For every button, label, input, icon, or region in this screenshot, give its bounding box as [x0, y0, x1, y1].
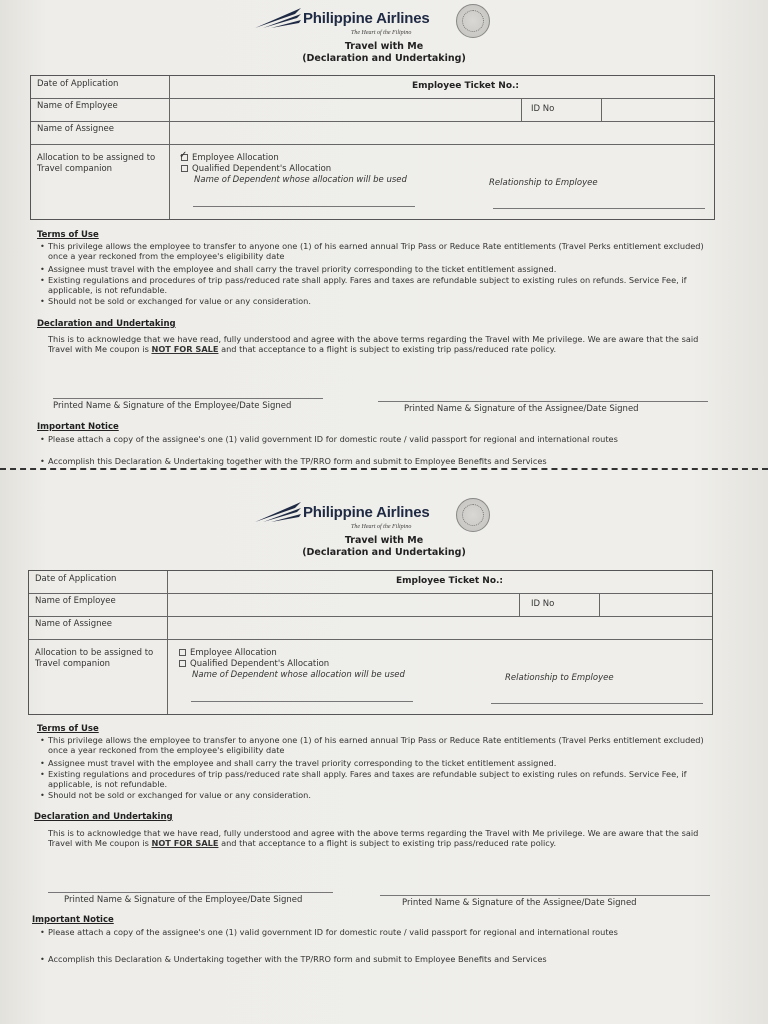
employee-ticket-label: Employee Ticket No.: — [396, 576, 504, 586]
name-of-employee-label: Name of Employee — [37, 101, 118, 111]
dependent-name-field[interactable] — [191, 701, 413, 702]
name-of-assignee-label: Name of Assignee — [37, 124, 114, 134]
dependent-name-field[interactable] — [193, 206, 415, 207]
seal-icon — [456, 4, 490, 38]
term-item: • This privilege allows the employee to transfer to anyone one (1) of his earned annual Trip Pass or Reduce Rate entitlements (Travel Perks entitlement excluded) once a year reckoned from the employee's eligibility date — [48, 735, 708, 755]
employee-allocation-checkbox[interactable] — [179, 649, 186, 656]
declaration-heading: Declaration and Undertaking — [37, 319, 176, 329]
employee-signature-label: Printed Name & Signature of the Employee/Date Signed — [64, 895, 303, 905]
application-grid — [28, 570, 713, 715]
employee-signature-field[interactable] — [53, 398, 323, 399]
checkmark-icon: ✓ — [179, 150, 188, 161]
declaration-heading: Declaration and Undertaking — [34, 812, 173, 822]
id-no-label: ID No — [531, 599, 555, 609]
date-of-application-label: Date of Application — [35, 574, 117, 584]
brand-name: Philippine Airlines — [303, 10, 430, 27]
relationship-field[interactable] — [493, 208, 705, 209]
seal-icon — [456, 498, 490, 532]
relationship-label: Relationship to Employee — [505, 673, 614, 683]
notice-heading: Important Notice — [32, 915, 114, 925]
term-item: • Existing regulations and procedures of trip pass/reduced rate shall apply. Fares and taxes are refundable subject to existing rules on refunds. Service Fee, if applicable, is not refundable. — [48, 275, 708, 295]
name-of-employee-label: Name of Employee — [35, 596, 116, 606]
allocation-label: Allocation to be assigned to Travel companion — [37, 153, 156, 174]
employee-allocation-option[interactable]: Employee Allocation — [179, 648, 277, 658]
brand-tagline: The Heart of the Filipino — [351, 524, 412, 530]
brand-tagline: The Heart of the Filipino — [351, 30, 412, 36]
form-title: Travel with Me — [344, 41, 424, 52]
assignee-signature-field[interactable] — [380, 895, 710, 896]
term-item: • Should not be sold or exchanged for value or any consideration. — [48, 296, 708, 306]
notice-item: • Please attach a copy of the assignee's one (1) valid government ID for domestic route / valid passport for regional and international routes — [48, 927, 708, 937]
terms-heading: Terms of Use — [37, 724, 99, 734]
wing-logo-icon — [255, 8, 301, 30]
form-title: Travel with Me — [344, 535, 424, 546]
declaration-text: This is to acknowledge that we have read, fully understood and agree with the above terms regarding the Travel with Me privilege. We are aware that the said Travel with Me coupon is NOT FOR SALE and that acceptance to a flight is subject to existing trip pass/reduced rate policy. — [48, 334, 699, 354]
employee-signature-field[interactable] — [48, 892, 333, 893]
relationship-label: Relationship to Employee — [489, 178, 598, 188]
qualified-dependent-option[interactable]: Qualified Dependent's Allocation — [181, 164, 331, 174]
brand-name: Philippine Airlines — [303, 504, 430, 521]
terms-heading: Terms of Use — [37, 230, 99, 240]
allocation-label: Allocation to be assigned to Travel companion — [35, 648, 154, 669]
assignee-signature-field[interactable] — [378, 401, 708, 402]
name-of-assignee-label: Name of Assignee — [35, 619, 112, 629]
notice-item: • Accomplish this Declaration & Undertaking together with the TP/RRO form and submit to Employee Benefits and Services — [48, 954, 708, 964]
notice-item: • Accomplish this Declaration & Undertaking together with the TP/RRO form and submit to Employee Benefits and Services — [48, 456, 708, 466]
form-subtitle: (Declaration and Undertaking) — [302, 53, 466, 64]
employee-allocation-option[interactable]: ✓ Employee Allocation — [179, 150, 279, 163]
term-item: • This privilege allows the employee to transfer to anyone one (1) of his earned annual Trip Pass or Reduce Rate entitlements (Travel Perks entitlement excluded) once a year reckoned from the employee's eligibility date — [48, 241, 708, 261]
dependent-name-label: Name of Dependent whose allocation will be used — [192, 670, 405, 680]
form-subtitle: (Declaration and Undertaking) — [302, 547, 466, 558]
qualified-dependent-checkbox[interactable] — [181, 165, 188, 172]
notice-heading: Important Notice — [37, 422, 119, 432]
employee-ticket-label: Employee Ticket No.: — [412, 81, 520, 91]
cut-line — [0, 468, 768, 470]
airline-logo — [255, 4, 495, 40]
term-item: • Assignee must travel with the employee and shall carry the travel priority corresponding to the ticket entitlement assigned. — [48, 758, 708, 768]
id-no-label: ID No — [531, 104, 555, 114]
date-of-application-label: Date of Application — [37, 79, 119, 89]
assignee-signature-label: Printed Name & Signature of the Assignee/Date Signed — [402, 898, 637, 908]
wing-logo-icon — [255, 502, 301, 524]
assignee-signature-label: Printed Name & Signature of the Assignee/Date Signed — [404, 404, 639, 414]
qualified-dependent-checkbox[interactable] — [179, 660, 186, 667]
dependent-name-label: Name of Dependent whose allocation will be used — [194, 175, 407, 185]
qualified-dependent-option[interactable]: Qualified Dependent's Allocation — [179, 659, 329, 669]
term-item: • Assignee must travel with the employee and shall carry the travel priority corresponding to the ticket entitlement assigned. — [48, 264, 708, 274]
term-item: • Existing regulations and procedures of trip pass/reduced rate shall apply. Fares and taxes are refundable subject to existing rules on refunds. Service Fee, if applicable, is not refundable. — [48, 769, 708, 789]
airline-logo — [255, 498, 495, 534]
term-item: • Should not be sold or exchanged for value or any consideration. — [48, 790, 708, 800]
application-grid — [30, 75, 715, 220]
declaration-text: This is to acknowledge that we have read, fully understood and agree with the above terms regarding the Travel with Me privilege. We are aware that the said Travel with Me coupon is NOT FOR SALE and that acceptance to a flight is subject to existing trip pass/reduced rate policy. — [48, 828, 699, 848]
employee-signature-label: Printed Name & Signature of the Employee/Date Signed — [53, 401, 292, 411]
notice-item: • Please attach a copy of the assignee's one (1) valid government ID for domestic route / valid passport for regional and international routes — [48, 434, 708, 444]
relationship-field[interactable] — [491, 703, 703, 704]
